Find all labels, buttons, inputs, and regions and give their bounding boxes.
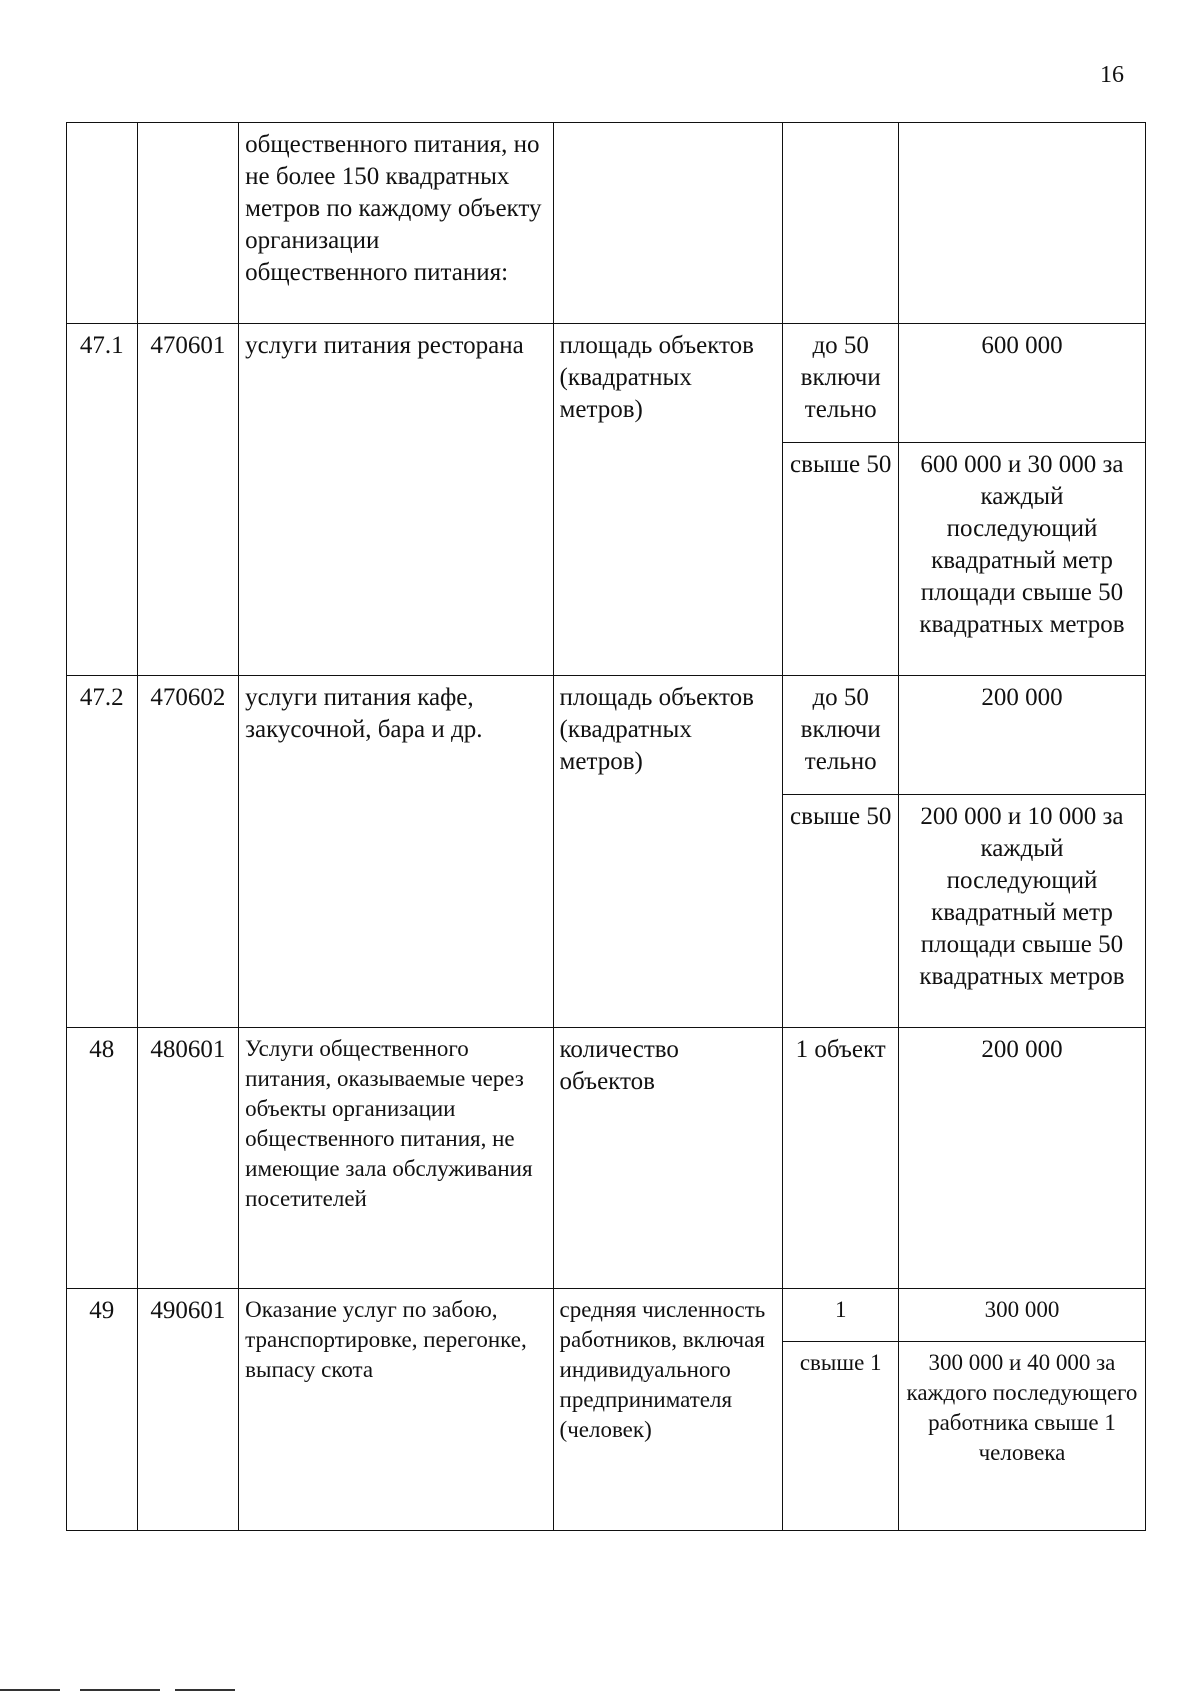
- cell-measure: [553, 123, 783, 324]
- cell-code: 470602: [137, 676, 239, 1028]
- cell-service: Услуги общественного питания, оказываемые через объекты организации общественного питания, не имеющие зала обслуживания посетителей: [239, 1028, 553, 1289]
- cell-amount: 300 000 и 40 000 за каждого последующего работника свыше 1 человека: [898, 1342, 1145, 1531]
- cell-amount: 200 000 и 10 000 за каждый последующий квадратный метр площади свыше 50 квадратных метров: [898, 795, 1145, 1028]
- cell-amount: 200 000: [898, 1028, 1145, 1289]
- cell-range: свыше 1: [783, 1342, 898, 1531]
- cell-amount: [898, 123, 1145, 324]
- cell-range: до 50 включи тельно: [783, 324, 898, 443]
- page-number: 16: [1100, 62, 1124, 88]
- cell-amount: 600 000 и 30 000 за каждый последующий квадратный метр площади свыше 50 квадратных метров: [898, 443, 1145, 676]
- cell-measure: количество объектов: [553, 1028, 783, 1289]
- cell-range: свыше 50: [783, 795, 898, 1028]
- table-row-47-2: [67, 676, 1146, 795]
- cell-range: свыше 50: [783, 443, 898, 676]
- cell-num: [67, 123, 138, 324]
- cell-num: 48: [67, 1028, 138, 1289]
- scan-edge-line: [80, 1689, 160, 1691]
- cell-measure: площадь объектов (квадратных метров): [553, 324, 783, 676]
- cell-num: 49: [67, 1289, 138, 1531]
- cell-service: услуги питания кафе, закусочной, бара и др.: [239, 676, 553, 1028]
- scan-edge-line: [0, 1689, 60, 1691]
- table-row-48: [67, 1028, 1146, 1289]
- cell-measure: площадь объектов (квадратных метров): [553, 676, 783, 1028]
- table-row-continuation: [67, 123, 1146, 324]
- tariff-table: [66, 122, 1146, 1531]
- cell-range: 1: [783, 1289, 898, 1342]
- cell-amount: 600 000: [898, 324, 1145, 443]
- cell-num: 47.1: [67, 324, 138, 676]
- cell-range: до 50 включи тельно: [783, 676, 898, 795]
- cell-amount: 200 000: [898, 676, 1145, 795]
- cell-service: общественного питания, но не более 150 квадратных метров по каждому объекту организации общественного питания:: [239, 123, 553, 324]
- cell-code: 470601: [137, 324, 239, 676]
- cell-amount: 300 000: [898, 1289, 1145, 1342]
- cell-service: Оказание услуг по забою, транспортировке, перегонке, выпасу скота: [239, 1289, 553, 1531]
- cell-measure: средняя численность работников, включая индивидуального предпринимателя (человек): [553, 1289, 783, 1531]
- table-row-49: [67, 1289, 1146, 1342]
- cell-num: 47.2: [67, 676, 138, 1028]
- cell-code: 480601: [137, 1028, 239, 1289]
- table-row-47-1: [67, 324, 1146, 443]
- cell-code: [137, 123, 239, 324]
- scan-edge-line: [175, 1689, 235, 1691]
- cell-range: 1 объект: [783, 1028, 898, 1289]
- cell-range: [783, 123, 898, 324]
- cell-service: услуги питания ресторана: [239, 324, 553, 676]
- cell-code: 490601: [137, 1289, 239, 1531]
